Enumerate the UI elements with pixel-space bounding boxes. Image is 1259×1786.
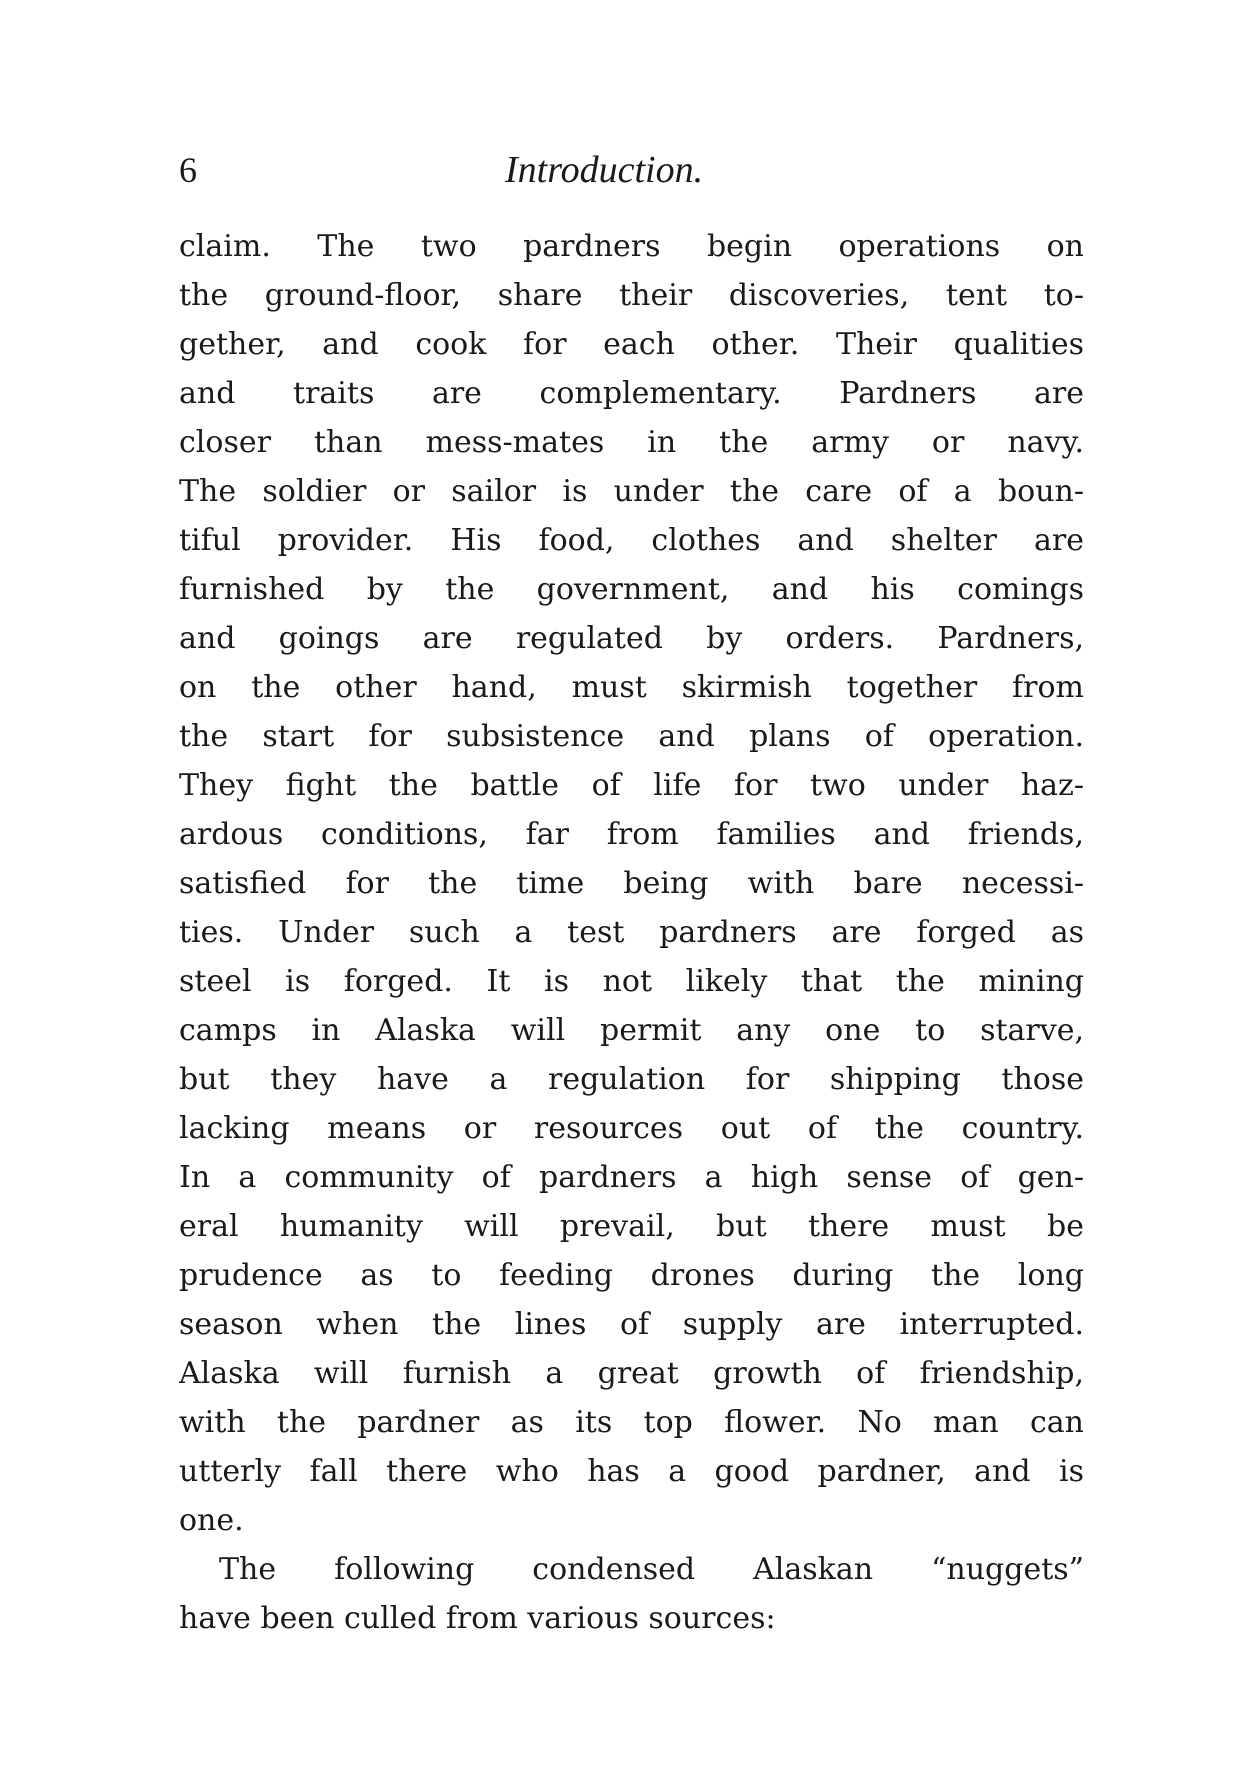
text-line: one. [179, 1503, 244, 1538]
text-line: ardous conditions, far from families and friends, [179, 817, 1084, 852]
chapter-title: Introduction. [505, 149, 704, 191]
paragraph-1 [179, 222, 1084, 1545]
text-line: The soldier or sailor is under the care of a boun- [179, 474, 1084, 509]
running-head [179, 143, 1084, 197]
text-line: ties. Under such a test pardners are forged as [179, 915, 1084, 950]
text-line: on the other hand, must skirmish together from [179, 670, 1084, 705]
text-line: The following condensed Alaskan “nuggets” [219, 1552, 1084, 1587]
text-line: but they have a regulation for shipping those [179, 1062, 1084, 1097]
text-line: gether, and cook for each other. Their qualities [179, 327, 1084, 362]
text-line: eral humanity will prevail, but there must be [179, 1209, 1084, 1244]
text-line: closer than mess-mates in the army or navy. [179, 425, 1084, 460]
text-line: with the pardner as its top flower. No man can [179, 1405, 1084, 1440]
text-line: satisfied for the time being with bare necessi- [179, 866, 1084, 901]
text-line: steel is forged. It is not likely that the mining [179, 964, 1084, 999]
text-line: In a community of pardners a high sense of gen- [179, 1160, 1084, 1195]
text-line: season when the lines of supply are interrupted. [179, 1307, 1084, 1342]
text-line: prudence as to feeding drones during the long [179, 1258, 1084, 1293]
text-line: claim. The two pardners begin operations on [179, 229, 1084, 264]
text-line: and goings are regulated by orders. Pardners, [179, 621, 1084, 656]
paragraph-2 [179, 1545, 1084, 1643]
text-line: have been culled from various sources: [179, 1601, 776, 1636]
text-line: the start for subsistence and plans of operation. [179, 719, 1084, 754]
text-line: furnished by the government, and his comings [179, 572, 1084, 607]
body-text [179, 222, 1084, 1643]
text-line: camps in Alaska will permit any one to starve, [179, 1013, 1084, 1048]
text-line: They fight the battle of life for two under haz- [179, 768, 1084, 803]
text-line: and traits are complementary. Pardners are [179, 376, 1084, 411]
page-number: 6 [179, 150, 197, 190]
text-line: tiful provider. His food, clothes and shelter are [179, 523, 1084, 558]
text-line: lacking means or resources out of the country. [179, 1111, 1084, 1146]
text-line: the ground-floor, share their discoveries, tent to- [179, 278, 1084, 313]
text-line: Alaska will furnish a great growth of friendship, [179, 1356, 1084, 1391]
text-line: utterly fall there who has a good pardner, and is [179, 1454, 1084, 1489]
